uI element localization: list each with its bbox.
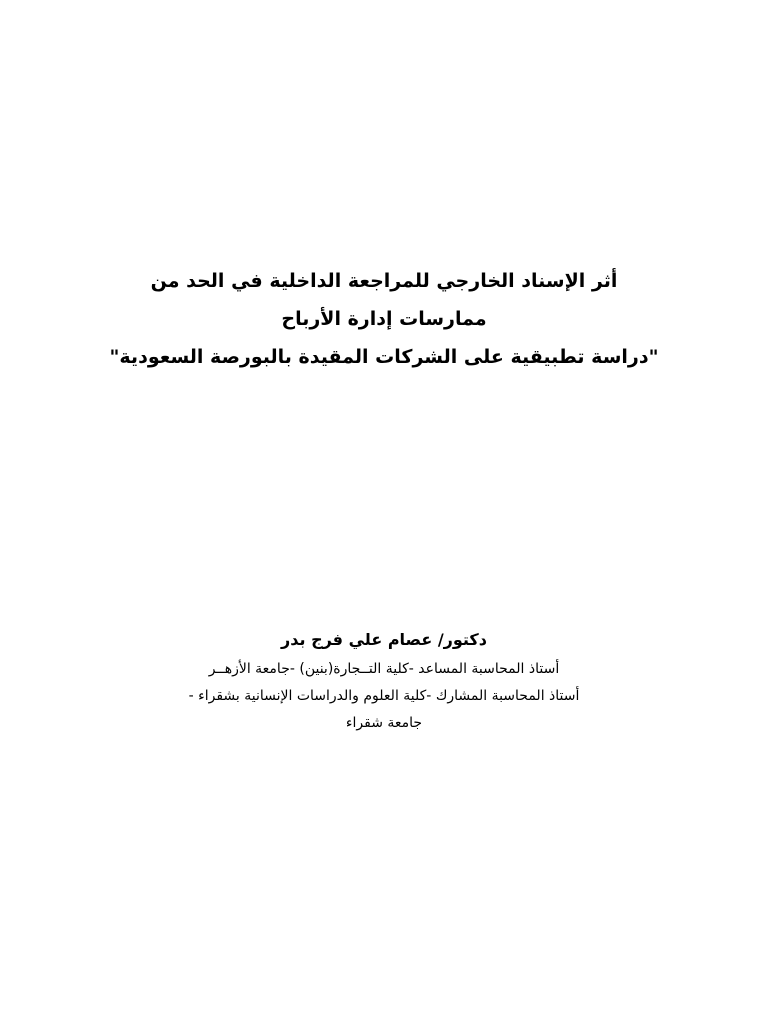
title-line-1: أثر الإسناد الخارجي للمراجعة الداخلية في الحد من	[150, 270, 618, 292]
title-block	[0, 262, 768, 376]
author-name: دكتور/ عصام علي فرج بدر	[281, 630, 487, 649]
title-line-2: ممارسات إدارة الأرباح	[281, 308, 487, 330]
affiliation-line-2: أستاذ المحاسبة المشارك -كلية العلوم والدراسات الإنسانية بشقراء -	[188, 688, 580, 704]
author-block	[0, 624, 768, 737]
affiliation-line-3: جامعة شقراء	[345, 715, 423, 731]
affiliation-line-1: أستاذ المحاسبة المساعد -كلية التــجارة(بنين) -جامعة الأزهــر	[208, 661, 560, 677]
title-line-3: "دراسة تطبيقية على الشركات المقيدة بالبورصة السعودية"	[109, 346, 659, 368]
